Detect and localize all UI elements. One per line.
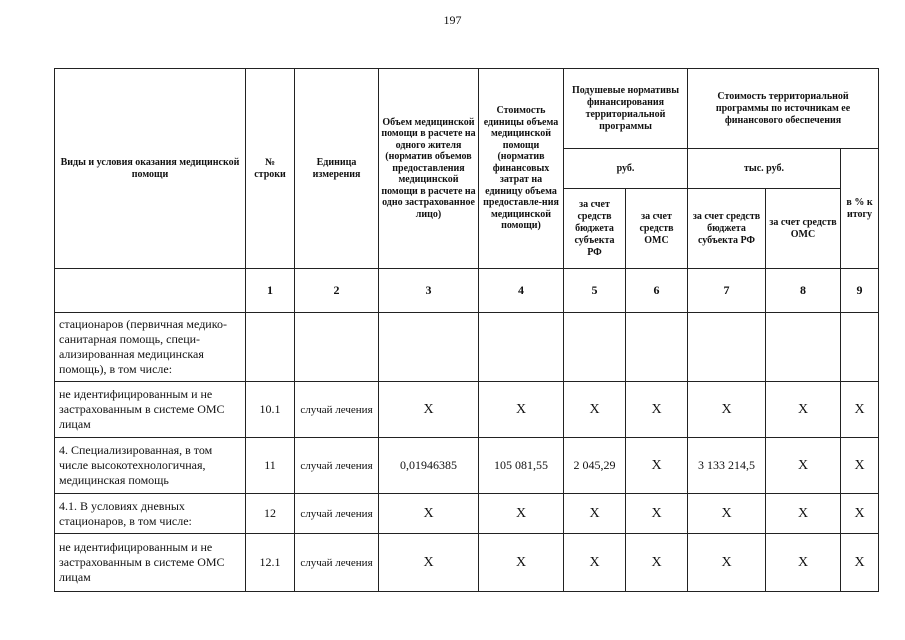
- cell-budget-rub: [564, 313, 626, 382]
- cell-percent: X: [841, 382, 879, 438]
- cell-budget-thous: X: [688, 534, 766, 592]
- cell-oms-rub: [626, 313, 688, 382]
- cell-budget-thous: [688, 313, 766, 382]
- page-number: 197: [443, 13, 462, 27]
- cell-budget-rub: X: [564, 494, 626, 534]
- row-unit: случай лечения: [295, 382, 379, 438]
- row-number: 12.1: [246, 534, 295, 592]
- column-numbers-row: [55, 269, 879, 313]
- row-label: 4. Специализированная, в том числе высокотехнологичная, медицинская помощь: [55, 438, 246, 494]
- row-number: 12: [246, 494, 295, 534]
- medical-care-cost-table: [54, 68, 879, 592]
- cell-oms-thous: X: [766, 494, 841, 534]
- cell-volume: [379, 313, 479, 382]
- table-row: [55, 382, 879, 438]
- table-row: [55, 438, 879, 494]
- cell-volume: X: [379, 494, 479, 534]
- row-label: 4.1. В условиях дневных стационаров, в том числе:: [55, 494, 246, 534]
- header-percent-of-total: в % к итогу: [841, 149, 879, 269]
- header-oms-rub: за счет средств ОМС: [626, 189, 688, 269]
- cell-oms-rub: X: [626, 438, 688, 494]
- cell-oms-rub: X: [626, 494, 688, 534]
- column-number: 1: [246, 269, 295, 313]
- cell-budget-thous: 3 133 214,5: [688, 438, 766, 494]
- row-label: не идентифицированным и не застрахованным в системе ОМС лицам: [55, 382, 246, 438]
- row-unit: [295, 313, 379, 382]
- header-unit-cost: Стоимость единицы объема медицинской помощи (норматив финансовых затрат на единицу объема предоставле-ния медицинской помощи): [479, 69, 564, 269]
- column-number: 9: [841, 269, 879, 313]
- row-unit: случай лечения: [295, 494, 379, 534]
- row-number: 11: [246, 438, 295, 494]
- cell-unit-cost: X: [479, 382, 564, 438]
- cell-percent: [841, 313, 879, 382]
- cell-volume: X: [379, 534, 479, 592]
- cell-budget-rub: X: [564, 382, 626, 438]
- cell-percent: X: [841, 494, 879, 534]
- cell-budget-rub: X: [564, 534, 626, 592]
- cell-oms-thous: [766, 313, 841, 382]
- header-volume: Объем медицинской помощи в расчете на одного жителя (норматив объемов предоставления медицинской помощи в расчете на одно застрахованное лицо): [379, 69, 479, 269]
- cell-budget-thous: X: [688, 494, 766, 534]
- header-row-number: № строки: [246, 69, 295, 269]
- cell-volume: X: [379, 382, 479, 438]
- column-number: 8: [766, 269, 841, 313]
- table-row: [55, 313, 879, 382]
- row-label: стационаров (первичная медико-санитарная помощь, специ-ализированная медицинская помощь), в том числе:: [55, 313, 246, 382]
- row-unit: случай лечения: [295, 534, 379, 592]
- cell-percent: X: [841, 534, 879, 592]
- header-thous-rub: тыс. руб.: [688, 149, 841, 189]
- cell-unit-cost: [479, 313, 564, 382]
- cell-oms-thous: X: [766, 534, 841, 592]
- row-unit: случай лечения: [295, 438, 379, 494]
- header-unit: Единица измерения: [295, 69, 379, 269]
- header-budget-thous: за счет средств бюджета субъекта РФ: [688, 189, 766, 269]
- cell-oms-thous: X: [766, 382, 841, 438]
- row-number: [246, 313, 295, 382]
- column-number: 5: [564, 269, 626, 313]
- cell-oms-rub: X: [626, 382, 688, 438]
- cell-unit-cost: 105 081,55: [479, 438, 564, 494]
- cell-volume: 0,01946385: [379, 438, 479, 494]
- cell-budget-thous: X: [688, 382, 766, 438]
- header-rub: руб.: [564, 149, 688, 189]
- column-number: 3: [379, 269, 479, 313]
- row-label: не идентифицированным и не застрахованным в системе ОМС лицам: [55, 534, 246, 592]
- cell-percent: X: [841, 438, 879, 494]
- header-oms-thous: за счет средств ОМС: [766, 189, 841, 269]
- cell-unit-cost: X: [479, 534, 564, 592]
- cell-budget-rub: 2 045,29: [564, 438, 626, 494]
- cell-unit-cost: X: [479, 494, 564, 534]
- table-row: [55, 494, 879, 534]
- cell-oms-rub: X: [626, 534, 688, 592]
- row-number: 10.1: [246, 382, 295, 438]
- table-row: [55, 534, 879, 592]
- column-number: 2: [295, 269, 379, 313]
- header-budget-rub: за счет средств бюджета субъекта РФ: [564, 189, 626, 269]
- column-number: 4: [479, 269, 564, 313]
- cell-oms-thous: X: [766, 438, 841, 494]
- column-number: 7: [688, 269, 766, 313]
- header-per-capita-standards: Подушевые нормативы финансирования территориальной программы: [564, 69, 688, 149]
- header-territorial-cost: Стоимость территориальной программы по источникам ее финансового обеспечения: [688, 69, 879, 149]
- column-number: 6: [626, 269, 688, 313]
- column-number-blank: [55, 269, 246, 313]
- header-care-types: Виды и условия оказания медицинской помощи: [55, 69, 246, 269]
